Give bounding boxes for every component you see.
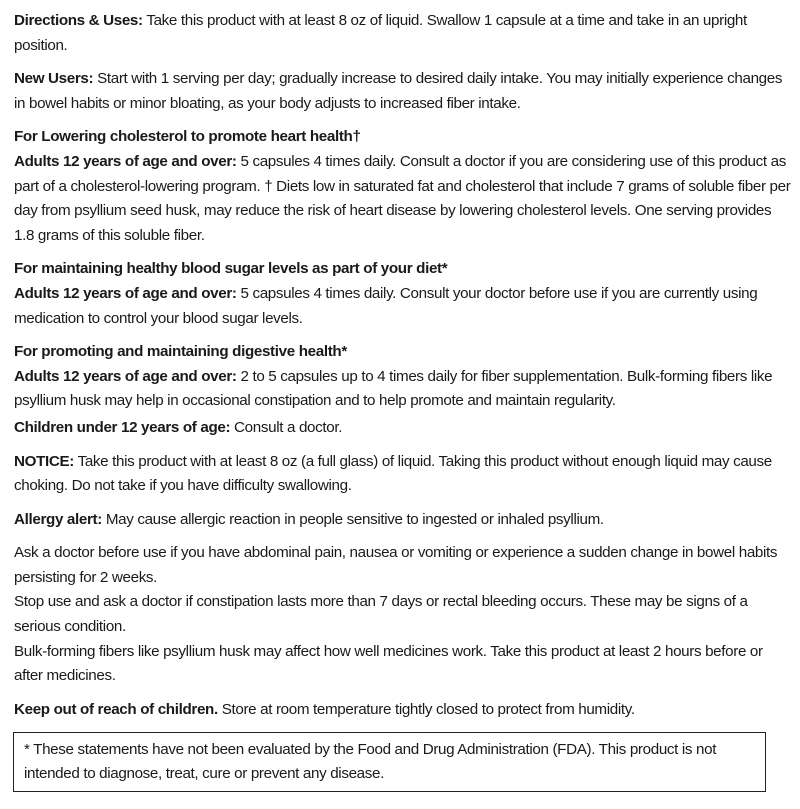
cholesterol-paragraph	[14, 150, 794, 248]
cholesterol-adults-label: Adults 12 years of age and over:	[14, 152, 237, 170]
children-text: Consult a doctor.	[230, 418, 343, 436]
dagger-mark: †	[352, 128, 361, 146]
blood-sugar-text: 5 capsules 4 times daily. Consult your doctor before use if you are currently using medication to control your blood sugar levels.	[14, 284, 758, 327]
storage-label: Keep out of reach of children.	[14, 700, 218, 718]
blood-sugar-heading	[14, 257, 794, 282]
digestive-paragraph	[14, 365, 794, 414]
directions-paragraph	[14, 9, 794, 58]
blood-sugar-heading-text: For maintaining healthy blood sugar levels as part of your diet*	[14, 260, 448, 278]
allergy-paragraph	[14, 508, 794, 533]
children-paragraph	[14, 416, 794, 441]
label-text	[14, 9, 794, 722]
cholesterol-heading-text: For Lowering cholesterol to promote heart health	[14, 128, 353, 146]
cholesterol-heading	[14, 125, 794, 150]
digestive-text: 2 to 5 capsules up to 4 times daily for fiber supplementation. Bulk-forming fibers like psyllium husk may help in occasional constipation and to help promote and maintain regularity.	[14, 367, 773, 410]
notice-text: Take this product with at least 8 oz (a full glass) of liquid. Taking this product without enough liquid may cause choking. Do not take if you have difficulty swallowing.	[14, 452, 772, 495]
notice-paragraph	[14, 450, 794, 499]
digestive-heading-text: For promoting and maintaining digestive health*	[14, 343, 347, 361]
directions-text: Take this product with at least 8 oz of liquid. Swallow 1 capsule at a time and take in an upright position.	[14, 12, 747, 54]
notice-label: NOTICE:	[14, 452, 74, 470]
digestive-heading	[14, 340, 794, 365]
directions-label: Directions & Uses:	[14, 12, 143, 29]
blood-sugar-paragraph	[14, 282, 794, 331]
fda-disclaimer-box	[13, 732, 766, 792]
storage-text: Store at room temperature tightly closed to protect from humidity.	[217, 700, 635, 718]
fda-disclaimer-text: * These statements have not been evaluated by the Food and Drug Administration (FDA). This product is not intended to diagnose, treat, cure or prevent any disease.	[24, 741, 717, 782]
storage-paragraph	[14, 698, 794, 723]
warning-ask-doctor: Ask a doctor before use if you have abdominal pain, nausea or vomiting or experience a sudden change in bowel habits persisting for 2 weeks.	[14, 544, 778, 586]
new-users-label: New Users:	[14, 70, 94, 88]
digestive-adults-label: Adults 12 years of age and over:	[14, 367, 237, 385]
allergy-text: May cause allergic reaction in people sensitive to ingested or inhaled psyllium.	[101, 510, 604, 528]
new-users-text: Start with 1 serving per day; gradually increase to desired daily intake. You may initially experience changes in bowel habits or minor bloating, as your body adjusts to increased fiber intake.	[14, 70, 783, 112]
allergy-label: Allergy alert:	[14, 510, 102, 528]
children-label: Children under 12 years of age:	[14, 418, 231, 436]
warning-medicines: Bulk-forming fibers like psyllium husk may affect how well medicines work. Take this product at least 2 hours before or after medicines.	[14, 642, 763, 685]
warning-stop-use: Stop use and ask a doctor if constipation lasts more than 7 days or rectal bleeding occurs. These may be signs of a serious condition.	[14, 593, 748, 636]
cholesterol-text: 5 capsules 4 times daily. Consult a doctor if you are considering use of this product as part of a cholesterol-lowering program. † Diets low in saturated fat and cholesterol that include 7 grams of soluble fiber per day from psyllium seed husk, may reduce the risk of heart disease by lowering cholesterol levels. One serving provides 1.8 grams of this soluble fiber.	[14, 152, 791, 244]
new-users-paragraph	[14, 67, 794, 116]
blood-sugar-adults-label: Adults 12 years of age and over:	[14, 284, 237, 302]
